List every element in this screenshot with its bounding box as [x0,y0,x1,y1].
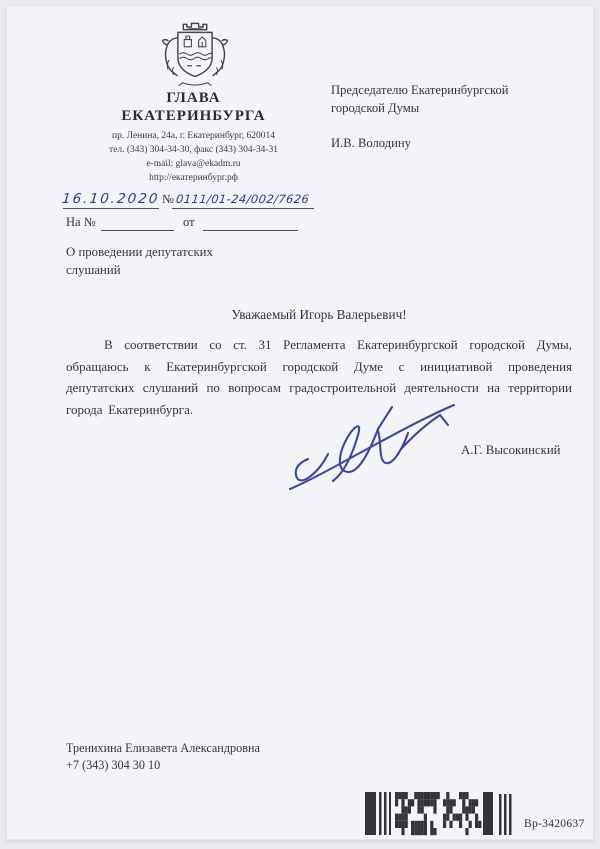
yekaterinburg-coat-of-arms-icon [139,18,251,90]
barcode-2d [395,792,481,835]
signer-name: А.Г. Высокинский [461,443,561,457]
letterhead-website-line: http://екатеринбург.рф [149,173,238,183]
body-paragraph: В соответствии со ст. 31 Регламента Екатеринбургской городской Думы, обращаюсь к Екатеринбургской городской Думе с инициативой проведения депутатских слушаний по вопросам градостроительной деятельности на территории города Екатеринбурга. [66,337,572,417]
barcode-label: Вр-3420637 [524,818,585,830]
salutation: Уважаемый Игорь Валерьевич! [231,307,407,322]
reply-to-prefix: На № [66,215,96,229]
subject-block [66,244,296,279]
number-prefix: № [162,192,174,206]
handwritten-date: 16.10.2020 [61,191,161,207]
letter-paper [6,5,594,840]
letterhead-contact-block [46,129,341,185]
handwritten-number: 0111/01-24/002/7626 [175,192,311,206]
subject-line1: О проведении депутатских [66,245,213,259]
recipient-name: И.В. Володину [331,136,411,150]
letterhead-phone-line: тел. (343) 304-34-30, факс (343) 304-34-31 [108,145,278,155]
letterhead-email-line: e-mail: glava@ekadm.ru [146,159,241,169]
executor-contact-block [66,740,260,773]
letterhead-address-line: пр. Ленина, 24а, г. Екатеринбург, 620014 [111,131,276,141]
letterhead-org-name [76,89,311,125]
reply-from-label: от [183,215,195,229]
subject-line2: слушаний [66,262,121,277]
document-barcode-icon [365,792,519,836]
org-name-line1: ГЛАВА [166,90,221,106]
executor-phone: +7 (343) 304 30 10 [66,757,161,772]
recipient-title-line2: городской Думы [331,100,420,115]
executor-name: Тренихина Елизавета Александровна [66,741,260,755]
org-name-line2: ЕКАТЕРИНБУРГА [121,108,266,124]
recipient-title-line1: Председателю Екатеринбургской [331,83,509,97]
handwritten-signature-icon [288,401,458,496]
reply-date-blank [203,201,298,231]
recipient-block [331,82,581,153]
reply-number-blank [101,201,174,231]
